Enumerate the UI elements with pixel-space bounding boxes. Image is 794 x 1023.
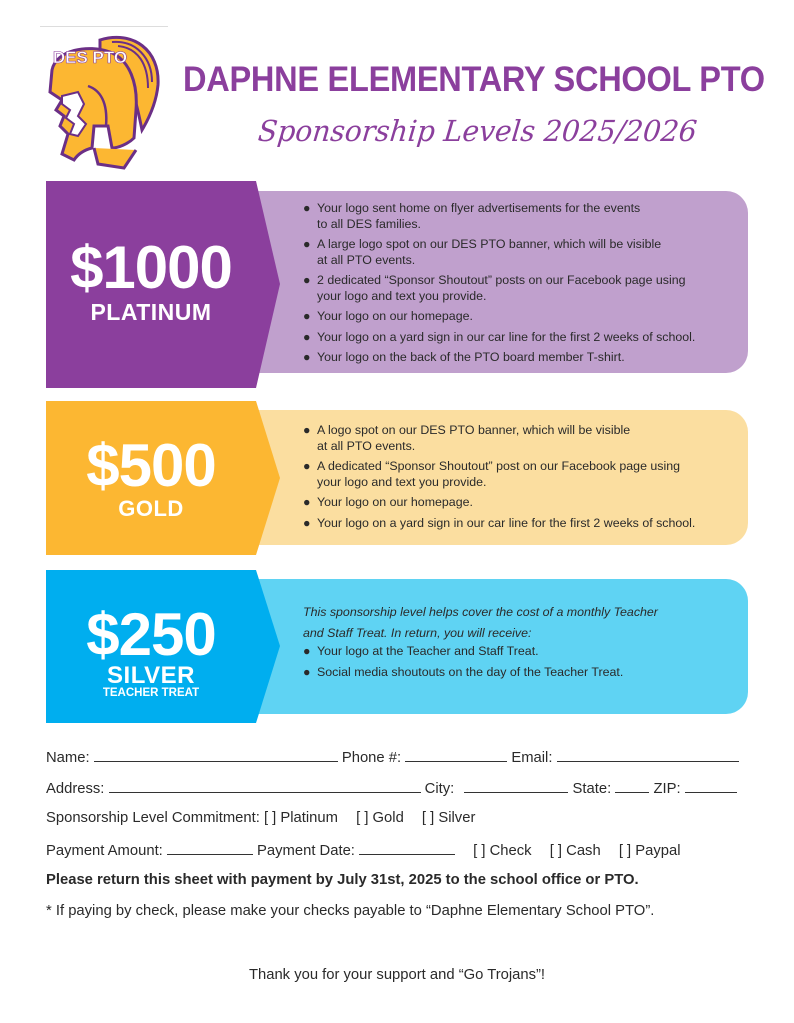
- bullet-icon: ●: [303, 664, 311, 679]
- bullet-icon: ●: [303, 329, 311, 344]
- payment-amount-field[interactable]: [167, 841, 253, 855]
- benefit-item: ● Your logo on the back of the PTO board member T-shirt.: [303, 350, 625, 364]
- bullet-icon: ●: [303, 350, 311, 364]
- level-label: Sponsorship Level Commitment:: [46, 810, 260, 826]
- city-label: City:: [424, 781, 455, 797]
- tier-sublevel: TEACHER TREAT: [102, 687, 200, 699]
- address-field[interactable]: [109, 779, 421, 793]
- paypal-checkbox[interactable]: [ ] Paypal: [618, 843, 681, 859]
- tier-intro: This sponsorship level helps cover the cost of a monthly Teacher and Staff Treat. In return, you will receive:: [303, 605, 658, 640]
- email-field[interactable]: [557, 748, 739, 762]
- benefit-item: ● Your logo at the Teacher and Staff Treat.: [303, 644, 539, 658]
- silver-checkbox[interactable]: [ ] Silver: [421, 810, 476, 826]
- tier-amount: $500: [86, 432, 216, 499]
- bullet-icon: ●: [303, 459, 311, 473]
- tier-silver-content: [303, 602, 658, 685]
- gold-checkbox[interactable]: [ ] Gold: [356, 810, 404, 826]
- benefit-item: ● Your logo on our homepage.: [303, 495, 473, 509]
- benefit-item: ● Your logo on a yard sign in our car line for the first 2 weeks of school.: [303, 329, 696, 344]
- state-field[interactable]: [615, 779, 649, 793]
- des-pto-logo: [38, 30, 168, 170]
- check-note: * If paying by check, please make your checks payable to “Daphne Elementary School PTO”.: [46, 903, 655, 919]
- zip-label: ZIP:: [653, 781, 681, 797]
- form-row-payment: [46, 841, 751, 872]
- bullet-icon: ●: [303, 644, 311, 658]
- tier-level: SILVER: [107, 662, 195, 689]
- benefit-list: [303, 644, 658, 680]
- tier-amount: $250: [86, 601, 216, 668]
- benefit-item: ● Social media shoutouts on the day of the Teacher Treat.: [303, 664, 624, 679]
- tier-silver: [46, 570, 748, 723]
- benefit-list: [303, 201, 695, 371]
- return-note: Please return this sheet with payment by July 31st, 2025 to the school office or PTO.: [46, 872, 639, 888]
- form-row-address: [46, 779, 751, 810]
- benefit-item: ● Your logo on our homepage.: [303, 309, 473, 323]
- thank-you-note: Thank you for your support and “Go Trojans”!: [248, 967, 546, 983]
- name-label: Name:: [46, 750, 90, 766]
- benefit-item: ● Your logo sent home on flyer advertisements for the events to all DES families.: [303, 201, 641, 231]
- tier-level: PLATINUM: [90, 299, 212, 325]
- top-rule: [40, 26, 168, 27]
- bullet-icon: ●: [303, 423, 311, 437]
- city-field[interactable]: [464, 779, 568, 793]
- benefit-item: ● A logo spot on our DES PTO banner, which will be visible at all PTO events.: [303, 423, 631, 453]
- benefit-item: ● Your logo on a yard sign in our car line for the first 2 weeks of school.: [303, 515, 696, 530]
- page-subtitle: Sponsorship Levels 2025/2026: [256, 114, 699, 148]
- payment-date-label: Payment Date:: [257, 843, 355, 859]
- bullet-icon: ●: [303, 515, 311, 530]
- payment-amount-label: Payment Amount:: [46, 843, 163, 859]
- benefit-item: ● 2 dedicated “Sponsor Shoutout” posts on our Facebook page using your logo and text you provide.: [303, 273, 686, 303]
- bullet-icon: ●: [303, 495, 311, 509]
- cash-checkbox[interactable]: [ ] Cash: [549, 843, 601, 859]
- logo-text: DES PTO: [52, 48, 128, 67]
- phone-field[interactable]: [405, 748, 507, 762]
- phone-label: Phone #:: [341, 750, 402, 766]
- check-checkbox[interactable]: [ ] Check: [473, 843, 532, 859]
- bullet-icon: ●: [303, 273, 311, 287]
- tier-platinum: [46, 181, 748, 388]
- bullet-icon: ●: [303, 309, 311, 323]
- bullet-icon: ●: [303, 201, 311, 215]
- benefit-item: ● A dedicated “Sponsor Shoutout” post on our Facebook page using your logo and text you provide.: [303, 459, 681, 489]
- email-label: Email:: [511, 750, 553, 766]
- form-row-level: [46, 810, 751, 841]
- tier-gold: [46, 401, 748, 555]
- tier-amount: $1000: [70, 234, 232, 301]
- sponsor-form: [46, 748, 751, 934]
- benefit-list: [303, 423, 695, 536]
- bullet-icon: ●: [303, 237, 311, 251]
- payment-date-field[interactable]: [359, 841, 455, 855]
- platinum-checkbox[interactable]: [ ] Platinum: [263, 810, 338, 826]
- name-field[interactable]: [94, 748, 338, 762]
- address-label: Address:: [46, 781, 105, 797]
- state-label: State:: [572, 781, 612, 797]
- page-title: DAPHNE ELEMENTARY SCHOOL PTO: [183, 60, 765, 99]
- tier-level: GOLD: [118, 496, 184, 521]
- zip-field[interactable]: [685, 779, 737, 793]
- form-row-contact: [46, 748, 751, 779]
- benefit-item: ● A large logo spot on our DES PTO banner, which will be visible at all PTO events.: [303, 237, 662, 267]
